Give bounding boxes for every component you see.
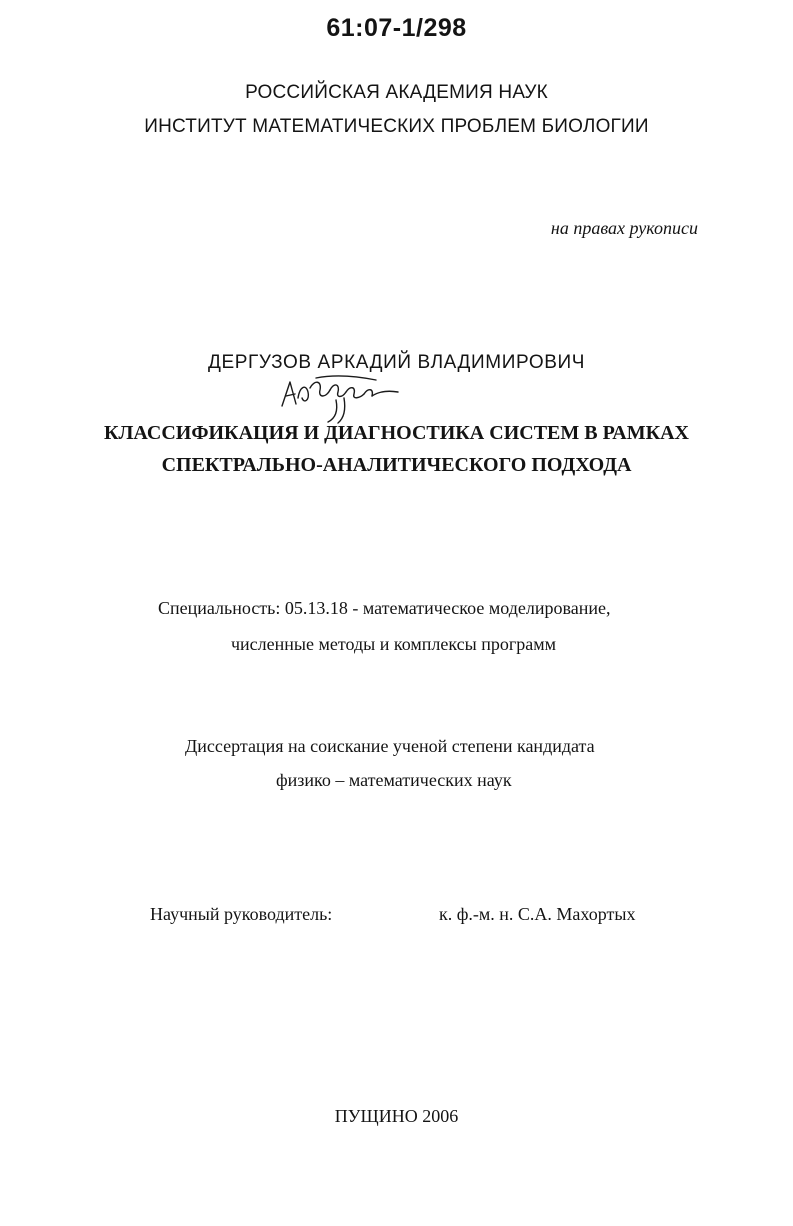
supervisor-label: Научный руководитель: [150, 904, 333, 924]
rights-note: на правах рукописи [550, 218, 698, 238]
archive-code: 61:07-1/298 [326, 14, 467, 42]
degree-line-2: физико – математических наук [276, 770, 512, 790]
degree-line-1: Диссертация на соискание ученой степени кандидата [185, 736, 595, 756]
specialty-line-2: численные методы и комплексы программ [231, 634, 557, 654]
dissertation-title-line-2: СПЕКТРАЛЬНО-АНАЛИТИЧЕСКОГО ПОДХОДА [161, 454, 632, 476]
institution-line-1: РОССИЙСКАЯ АКАДЕМИЯ НАУК [245, 82, 548, 103]
dissertation-title-line-1: КЛАССИФИКАЦИЯ И ДИАГНОСТИКА СИСТЕМ В РАМКАХ [104, 422, 689, 444]
place-and-year: ПУЩИНО 2006 [334, 1106, 459, 1126]
institution-line-2: ИНСТИТУТ МАТЕМАТИЧЕСКИХ ПРОБЛЕМ БИОЛОГИИ [144, 116, 649, 137]
author-name: ДЕРГУЗОВ АРКАДИЙ ВЛАДИМИРОВИЧ [208, 352, 585, 373]
supervisor-name: к. ф.-м. н. С.А. Махортых [439, 904, 636, 924]
handwritten-signature [276, 368, 406, 426]
specialty-line-1: Специальность: 05.13.18 - математическое моделирование, [158, 598, 611, 618]
